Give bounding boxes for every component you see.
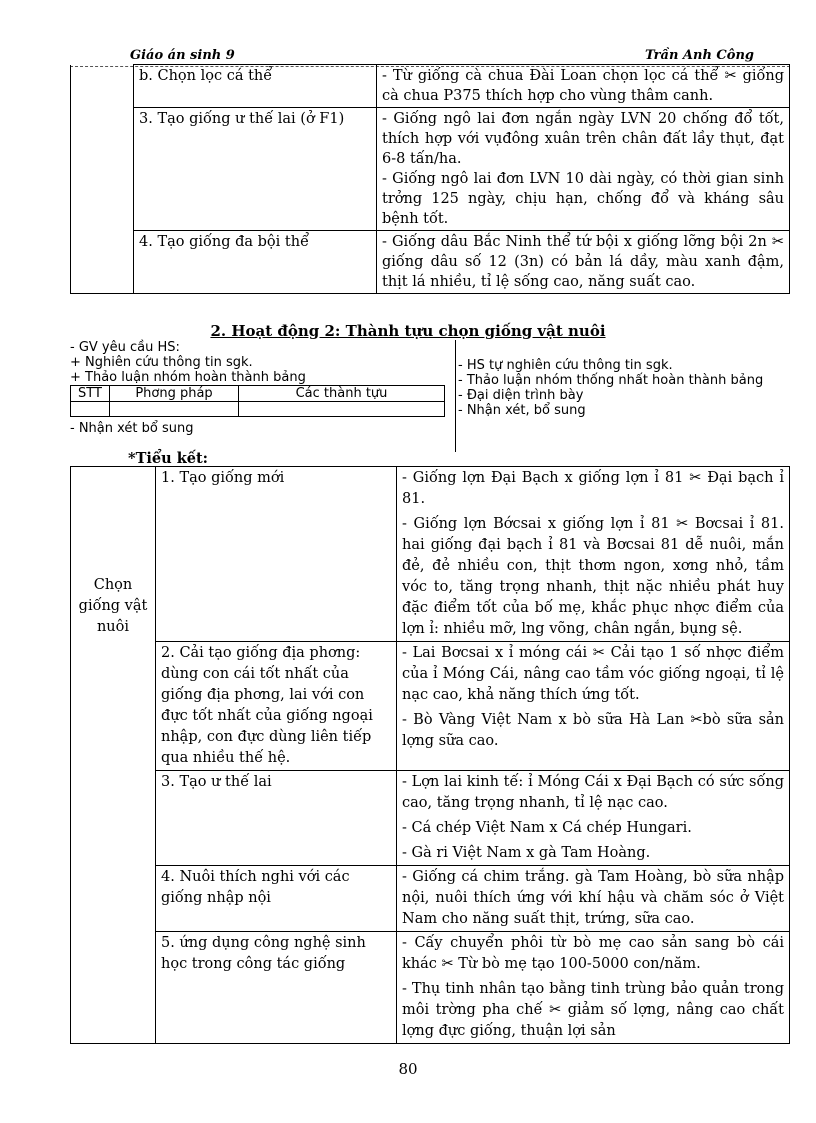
result-text: - Thụ tinh nhân tạo bằng tinh trùng bảo quản trong môi trờng pha chế ✂ giảm số lợng, nâng cao chất lợng đực giống, thuận lợi sản — [402, 981, 784, 1039]
worksheet-header: Phơng pháp — [110, 386, 239, 402]
teacher-activity — [70, 340, 450, 436]
method-cell: 3. Tạo giống ư thế lai (ở F1) — [134, 108, 377, 231]
table-row — [71, 932, 790, 1044]
result-text: - Cá chép Việt Nam x Cá chép Hungari. — [402, 820, 692, 836]
results-cell — [397, 642, 790, 771]
table-row — [71, 642, 790, 771]
header-left: Giáo án sinh 9 — [130, 48, 235, 63]
result-text: - Giống cá chim trắng. gà Tam Hoàng, bò sữa nhập nội, nuôi thích ứng với khí hậu và chăm sóc ở Việt Nam cho năng suất thịt, trứng, sữa cao. — [402, 869, 784, 927]
plant-achievements-table — [70, 64, 790, 294]
method-cell: b. Chọn lọc cá thể — [134, 65, 377, 108]
result-text: - Lợn lai kinh tế: ỉ Móng Cái x Đại Bạch có sức sống cao, tăng trọng nhanh, tỉ lệ nạc cao. — [402, 774, 784, 811]
teacher-line: + Nghiên cứu thông tin sgk. — [70, 355, 253, 370]
student-line: - Thảo luận nhóm thống nhất hoàn thành bảng — [458, 373, 764, 388]
method-cell: 4. Tạo giống đa bội thể — [134, 231, 377, 294]
table-row — [71, 866, 790, 932]
teacher-line: - GV yêu cầu HS: — [70, 340, 180, 355]
method-cell: 5. ứng dụng công nghệ sinh học trong công tác giống — [156, 932, 397, 1044]
result-text: - Giống lợn Bớcsai x giống lợn ỉ 81 ✂ Bơcsai ỉ 81. hai giống đại bạch ỉ 81 và Bơcsai 81 dễ nuôi, mắn đẻ, đẻ nhiều con, thịt thơm ngon, xơng nhỏ, tầm vóc to, tăng trọng nhanh, thịt nặc nhiều phát huy đặc điểm tốt của bố mẹ, khắc phục nhợc điểm của lợn ỉ: nhiều mỡ, lng võng, chân ngắn, bụng sệ. — [402, 516, 784, 637]
results-cell — [377, 108, 790, 231]
method-cell: 1. Tạo giống mới — [156, 467, 397, 642]
page-number: 80 — [398, 1060, 418, 1078]
result-text: - Lai Bơcsai x ỉ móng cái ✂ Cải tạo 1 số nhợc điểm của ỉ Móng Cái, nâng cao tầm vóc giống ngoại, tỉ lệ nạc cao, khả năng thích ứng tốt. — [402, 645, 784, 703]
worksheet-header: Các thành tựu — [239, 386, 445, 402]
worksheet-header-row — [71, 386, 445, 402]
result-text: - Bò Vàng Việt Nam x bò sữa Hà Lan ✂bò sữa sản lợng sữa cao. — [402, 712, 784, 749]
results-cell — [397, 771, 790, 866]
results-cell — [397, 866, 790, 932]
student-activity — [455, 340, 798, 452]
category-cell — [71, 467, 156, 1044]
result-text: - Cấy chuyển phôi từ bò mẹ cao sản sang bò cái khác ✂ Từ bò mẹ tạo 100-5000 con/năm. — [402, 935, 784, 972]
worksheet-table — [70, 385, 445, 417]
result-text: - Từ giống cà chua Đài Loan chọn lọc cá thể ✂ giống cà chua P375 thích hợp cho vùng thâm canh. — [382, 68, 784, 104]
result-text: - Gà ri Việt Nam x gà Tam Hoàng. — [402, 845, 651, 861]
result-text: - Giống ngô lai đơn LVN 10 dài ngày, có thời gian sinh trởng 125 ngày, chịu hạn, chống đổ và kháng sâu bệnh tốt. — [382, 171, 784, 227]
summary-label: *Tiểu kết: — [128, 450, 209, 467]
result-text: - Giống dâu Bắc Ninh thể tứ bội x giống lỡng bội 2n ✂ giống dâu số 12 (3n) có bản lá dầy, màu xanh đậm, thịt lá nhiều, tỉ lệ sống cao, năng suất cao. — [382, 234, 784, 290]
table-row — [71, 65, 790, 108]
table-row — [71, 108, 790, 231]
table-row — [71, 231, 790, 294]
category-cell — [71, 65, 134, 294]
method-cell: 2. Cải tạo giống địa phơng: dùng con cái tốt nhất của giống địa phơng, lai với con đực tốt nhất của giống ngoại nhập, con đực dùng liên tiếp qua nhiều thế hệ. — [156, 642, 397, 771]
teacher-line: + Thảo luận nhóm hoàn thành bảng — [70, 370, 306, 385]
section-title: 2. Hoạt động 2: Thành tựu chọn giống vật nuôi — [210, 322, 606, 340]
result-text: - Giống ngô lai đơn ngắn ngày LVN 20 chống đổ tốt, thích hợp với vụđông xuân trên chân đất lầy thụt, đạt 6-8 tấn/ha. — [382, 111, 784, 167]
table-row — [71, 467, 790, 642]
results-cell — [377, 65, 790, 108]
teacher-line: - Nhận xét bổ sung — [70, 421, 194, 436]
table-row — [71, 771, 790, 866]
header-right: Trần Anh Công — [644, 48, 754, 63]
method-cell: 4. Nuôi thích nghi với các giống nhập nội — [156, 866, 397, 932]
student-line: - Nhận xét, bổ sung — [458, 403, 586, 418]
category-label: Chọn giống vật nuôi — [78, 576, 148, 635]
student-line: - HS tự nghiên cứu thông tin sgk. — [458, 358, 673, 373]
result-text: - Giống lợn Đại Bạch x giống lợn ỉ 81 ✂ Đại bạch ỉ 81. — [402, 470, 784, 507]
worksheet-header: STT — [71, 386, 110, 402]
results-cell — [397, 932, 790, 1044]
student-line: - Đại diện trình bày — [458, 388, 584, 403]
livestock-achievements-table — [70, 466, 790, 1044]
results-cell — [377, 231, 790, 294]
method-cell: 3. Tạo ư thế lai — [156, 771, 397, 866]
results-cell — [397, 467, 790, 642]
worksheet-empty-row — [71, 402, 445, 417]
